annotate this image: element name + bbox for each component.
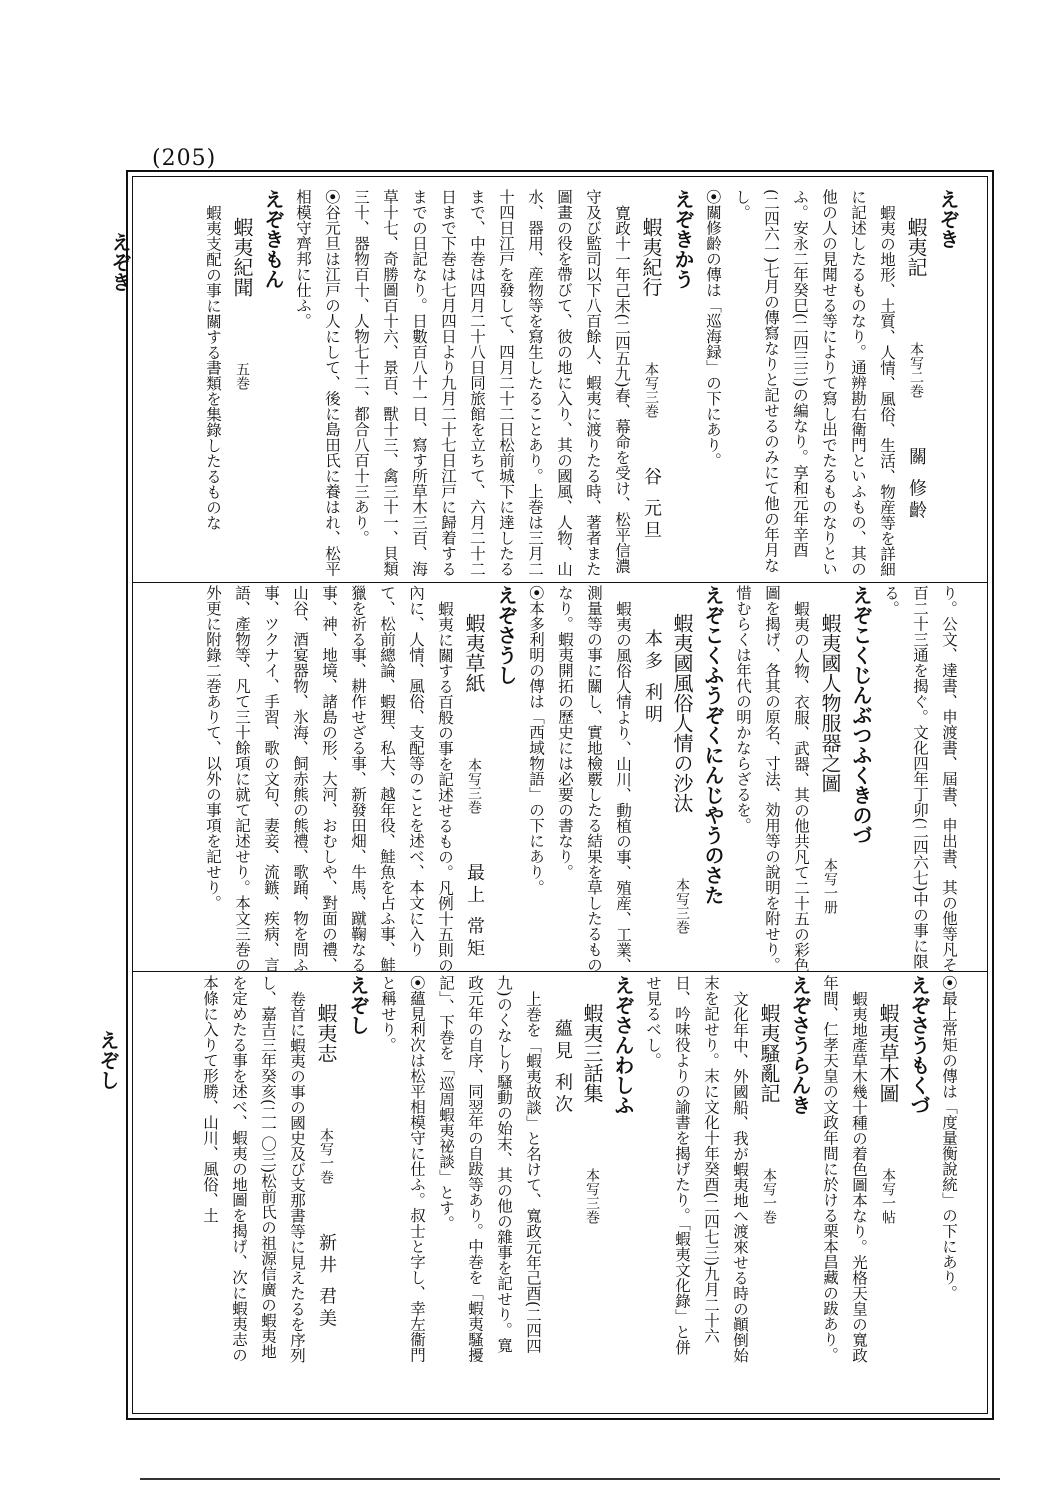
entry-ezokimon <box>198 189 288 579</box>
entry-ezokikou <box>288 189 698 579</box>
index-label-bottom: えぞし <box>96 1030 120 1090</box>
entry-author: 本多 利明 <box>642 629 663 727</box>
entry-title-line <box>459 585 489 975</box>
entry-note: ⦿關修齡の傳は「巡海録」の下にあり。 <box>704 189 722 469</box>
page-number: (205) <box>152 146 217 171</box>
tier-2 <box>157 585 963 975</box>
entry-heading: えぞさうらんき <box>788 975 812 1115</box>
entry-title: 蝦夷國人物服器之圖 <box>818 613 842 793</box>
entry-volume: 五巻 <box>234 361 250 390</box>
entry-title: 蝦夷國風俗人情の沙汰 <box>670 613 694 813</box>
entry-title-line <box>637 585 696 975</box>
entry-title: 蝦夷紀行 <box>639 217 663 297</box>
entry-author: 蘊見 利次 <box>552 1019 573 1117</box>
entry-title-line <box>873 975 902 1365</box>
entry-volume: 本写二巻 <box>908 341 924 398</box>
entry-text: 蝦夷の風俗人情より、山川、動植の事、殖産、工業、測量等の事に關し、實地檢覈したる結果を草したるものなり。蝦夷開拓の歷史には必要の書なり。 <box>556 585 632 973</box>
entry-heading: えぞし <box>346 975 370 1035</box>
entry-ezosoumokuzu <box>815 975 934 1365</box>
entry-volume: 本写三巻 <box>674 877 690 934</box>
entry-volume: 本写三巻 <box>643 361 659 418</box>
frame-inner-rule <box>132 176 988 1414</box>
entry-ezoshi <box>195 975 373 1365</box>
entry-author: 谷 元旦 <box>641 466 662 543</box>
entry-volume: 本写一巻 <box>318 1127 334 1184</box>
entry-text: 蝦夷支配の事に關する書類を集錄したるものな <box>204 204 222 530</box>
tier-1 <box>157 189 963 579</box>
entry-heading: えぞきかう <box>671 189 695 289</box>
entry-text: 蝦夷に關する百般の事を記述せるもの。凡例十五則の內に、人情、風俗、支配等のことを述べ、本文に入りて、松前總論、蝦狸、私大、越年役、鮭魚を占ふ事、鮭獵を祈る事、耕作せざる事、新發田畑、牛馬、蹴鞠なる事、神、地境、諸島の形、大河、おむしや、對面の禮、山谷、酒宴器物、氷海、飼赤熊の熊禮、歌踊、物を問ふ事、ツクナイ、手習、歌の文句、妻妾、流鏃、疾病、言語、產物等、凡て三十餘項に就て記述せり。本文三巻の外更に附錄二巻ありて、以外の事項を記せり。 <box>204 585 454 973</box>
entry-title: 蝦夷志 <box>314 1003 338 1063</box>
entry-heading: えぞさうもくづ <box>907 975 931 1115</box>
entry-heading: えぞこくじんぶつふくきのづ <box>849 585 873 845</box>
bottom-rule <box>140 1478 1000 1480</box>
entry-title: 蝦夷三話集 <box>580 1003 604 1103</box>
entry-heading: えぞさんわしふ <box>611 975 635 1115</box>
entry-text: 蝦夷の地形、土質、人情、風俗、生活、物産等を詳細に記述したるものなり。通辨勘右衛門といふもの、其の他の人の見聞せる等によりて寫し出でたるものなりといふ。安永二年癸巳(二四三三)の編なり。享和元年辛酉(二四六一)七月の傳寫なりと記せるのみにて他の年月なし。 <box>733 189 896 577</box>
entry-title: 蝦夷草木圖 <box>876 1003 900 1103</box>
entry-author: 關 修齡 <box>906 446 927 523</box>
entry-ezokoku-fuzoku <box>521 585 728 975</box>
entry-text: 蝦夷の人物、衣服、武器、其の他共凡て二十五の彩色圖を揭げ、各其の原名、寸法、効用等の說明を附せり。惜むらくは年代の明かならざるを。 <box>734 585 810 973</box>
entry-title-line <box>815 585 844 975</box>
tier-3-column <box>157 975 963 1365</box>
entry-ezoki <box>698 189 963 579</box>
entry-heading: えぞきもん <box>261 189 285 289</box>
entry-volume: 本写一册 <box>822 857 838 914</box>
entry-ezosoushi <box>198 585 521 975</box>
entry-text: 卷首に蝦夷の事の國史及び支那書等に見えたるを序列し、嘉吉三年癸亥(二一〇三)松前氏の祖源信廣の蝦夷地を定めたる事を述べ、蝦夷の地圖を揭げ、次に蝦夷志の本條に入りて形勝、山川、風俗、土 <box>201 975 306 1363</box>
entry-ezosanwashu <box>373 975 638 1365</box>
entry-title-line <box>311 975 341 1365</box>
entry-continued <box>876 585 963 975</box>
entry-note: ⦿谷元旦は江戸の人にして、後に島田氏に養はれ、松平相模守齊邦に仕ふ。 <box>294 189 341 577</box>
tier-2-column <box>157 585 963 975</box>
entry-volume: 本写一帖 <box>880 1167 896 1224</box>
entry-ezosouranki <box>638 975 815 1365</box>
entry-title-line <box>227 189 256 579</box>
tier-3 <box>157 975 963 1365</box>
entry-text: 寛政十一年己未(二四五九)春、幕命を受け、松平信濃守及び監司以下八百餘人、蝦夷に渡りたる時、著者また圖畫の役を帶びて、彼の地に入り、其の國風、人物、山水、器用、産物等を寫生したることあり。上巻は三月二十四日江戸を發して、四月二十二日松前城下に達したるまで、中巻は四月二十八日同旅館を立ちて、六月二十二日まで下巻は七月四日より九月二十七日江戸に歸着するまでの日記なり。日數百八十一日、寫す所草木三百、海草十七、奇勝圖百十六、景百、獸十三、禽三十一、貝類三十、器物百十、人物七十二、都合八百十三あり。 <box>352 189 631 577</box>
entry-volume: 本写三巻 <box>466 757 482 814</box>
entry-ezokoku-jinbutsu <box>728 585 876 975</box>
entry-title: 蝦夷草紙 <box>462 613 486 693</box>
tier-1-column <box>157 189 963 579</box>
entry-heading: えぞき <box>936 189 960 249</box>
entry-title-line <box>547 975 606 1365</box>
page-frame <box>126 170 994 1420</box>
entry-note: ⦿最上常矩の傳は「度量衡說統」の下にあり。 <box>940 975 958 1301</box>
entry-title-line <box>754 975 783 1365</box>
entry-title: 蝦夷騷亂記 <box>757 1003 781 1103</box>
entry-text: 上巻を「蝦夷故談」と名けて、寬政元年己酉(二四四九)のくなしり騷動の始末、其の他の雜事を記せり。寬政元年の自序、同翌年の自跋等あり。中巻を「蝦夷騷擾記」、下巻を「巡周蝦夷祕談」とす。 <box>437 975 542 1363</box>
entry-volume: 本写三巻 <box>584 1167 600 1224</box>
entry-author: 最上 常矩 <box>464 862 485 961</box>
entry-title: 蝦夷記 <box>904 217 928 277</box>
entry-note: ⦿本多利明の傳は「西域物語」の下にあり。 <box>527 585 545 896</box>
entry-continuation-text: り。公文、達書、申渡書、屆書、申出書、其の他等凡そ百二十三通を揭ぐ。文化四年丁卯(二四六七)中の事に限る。 <box>882 585 958 973</box>
entry-heading: えぞこくふうぞくにんじやうのさた <box>701 585 725 905</box>
entry-title-line <box>636 189 666 579</box>
entry-note: ⦿蘊見利次は松平相模守に仕ふ。叔士と字し、幸左衞門と稱せり。 <box>379 975 426 1363</box>
entry-text: 文化年中、外國船、我が蝦夷地へ渡來せる時の顚倒始末を記せり。末に文化十年癸酉(二四七三)九月二十六日、吟味役よりの諭書を揭げたり。「蝦夷文化錄」と併せ見るべし。 <box>644 975 749 1363</box>
entry-title-line <box>901 189 931 579</box>
index-label-top: えぞき <box>108 232 132 292</box>
tier-divider-1 <box>133 582 987 583</box>
entry-heading: えぞさうし <box>494 585 518 685</box>
entry-volume: 本写一巻 <box>761 1167 777 1224</box>
entry-author: 新井 君美 <box>316 1232 337 1331</box>
entry-continued-note <box>934 975 963 1365</box>
entry-title: 蝦夷紀聞 <box>230 217 254 297</box>
entry-text: 蝦夷地產草木幾十種の着色圖本なり。光格天皇の寬政年間、仁孝天皇の文政年間に於ける栗本昌藏の跋あり。 <box>821 975 868 1363</box>
